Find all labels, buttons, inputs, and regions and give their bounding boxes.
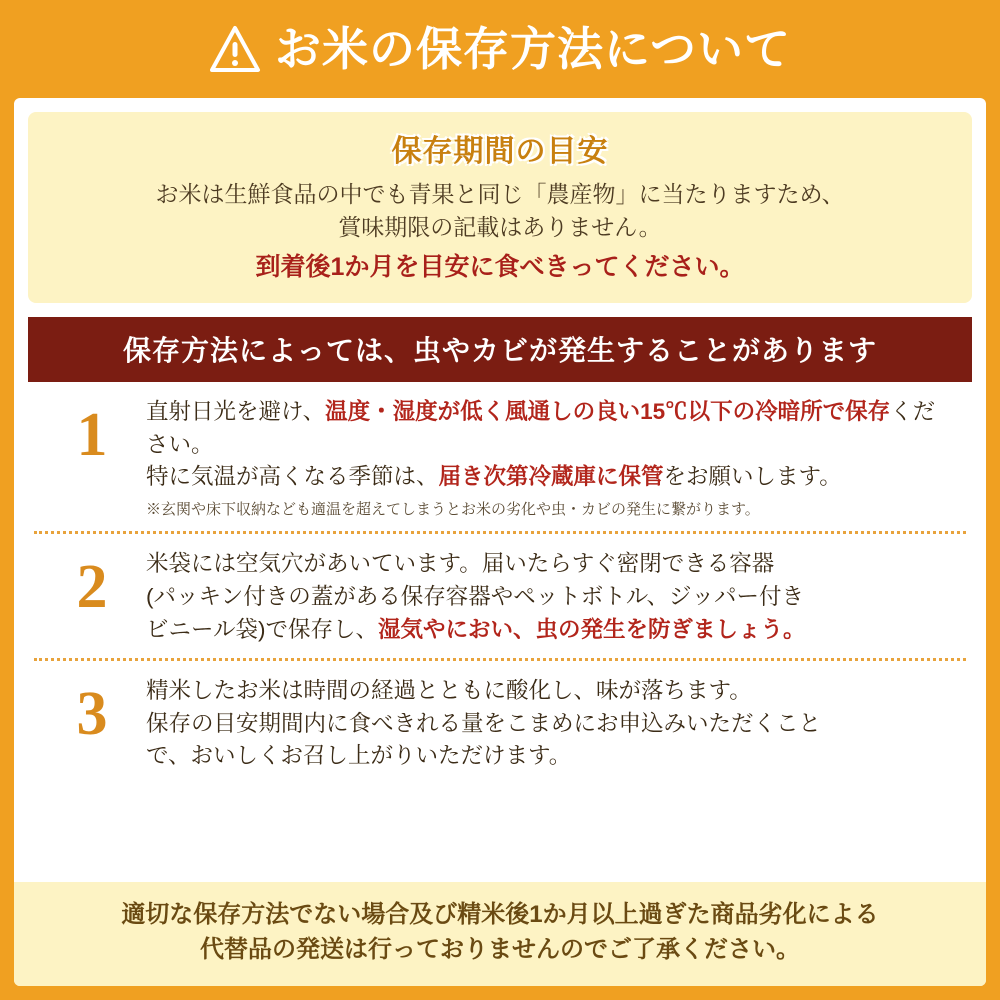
step-number: 3 [76, 680, 108, 749]
step3-line2: 保存の目安期間内に食べきれる量をこまめにお申込みいただくこと [146, 710, 822, 736]
step3-line3: で、おいしくお召し上がりいただけます。 [146, 743, 572, 769]
list-item [34, 658, 966, 785]
bottom-note-line1: 適切な保存方法でない場合及び精米後1か月以上過ぎた商品劣化による [121, 901, 879, 929]
storage-period-title: 保存期間の目安 [391, 135, 609, 168]
step-number: 2 [76, 553, 108, 622]
step1-line2-highlight: 届き次第冷蔵庫に保管 [438, 464, 664, 490]
list-item [34, 382, 966, 531]
step2-line3-highlight: 湿気やにおい、虫の発生を防ぎましょう。 [378, 616, 806, 642]
step1-line2-post: をお願いします。 [663, 464, 842, 490]
storage-period-body [48, 178, 952, 285]
step1-line1-post: ください。 [146, 398, 936, 457]
storage-period-emphasis: 到着後1か月を目安に食べきってください。 [255, 252, 745, 281]
step2-line3-pre: ビニール袋)で保存し、 [146, 616, 379, 642]
step-body [146, 675, 962, 773]
poster-header [0, 0, 1000, 98]
steps-list [28, 382, 972, 785]
storage-period-line2: 賞味期限の記載はありません。 [338, 214, 662, 241]
step1-line1-pre: 直射日光を避け、 [146, 398, 326, 424]
step-body [146, 396, 962, 519]
storage-period-panel [28, 112, 972, 303]
step2-line2: (パッキン付きの蓋がある保存容器やペットボトル、ジッパー付き [146, 583, 804, 609]
content-area [14, 98, 986, 986]
warning-triangle-icon [209, 25, 261, 73]
list-item [34, 531, 966, 658]
step1-line2-pre: 特に気温が高くなる季節は、 [146, 464, 439, 490]
bottom-note-panel [14, 882, 986, 986]
step-body [146, 548, 962, 646]
step2-line1: 米袋には空気穴があいています。届いたらすぐ密閉できる容器 [146, 551, 775, 577]
page-title: お米の保存方法について [274, 23, 792, 75]
storage-period-line1: お米は生鮮食品の中でも青果と同じ「農産物」に当たりますため、 [155, 181, 845, 207]
step-number: 1 [76, 400, 108, 469]
step1-note: ※玄関や床下収納なども適温を超えてしまうとお米の劣化や虫・カビの発生に繋がります。 [146, 500, 760, 518]
step1-line1-highlight: 温度・湿度が低く風通しの良い15℃以下の冷暗所で保存 [325, 398, 891, 424]
bottom-note-line2: 代替品の発送は行っておりませんのでご了承ください。 [200, 936, 800, 964]
step3-line1: 精米したお米は時間の経過とともに酸化し、味が落ちます。 [146, 678, 752, 704]
warning-banner: 保存方法によっては、虫やカビが発生することがあります [28, 317, 972, 382]
